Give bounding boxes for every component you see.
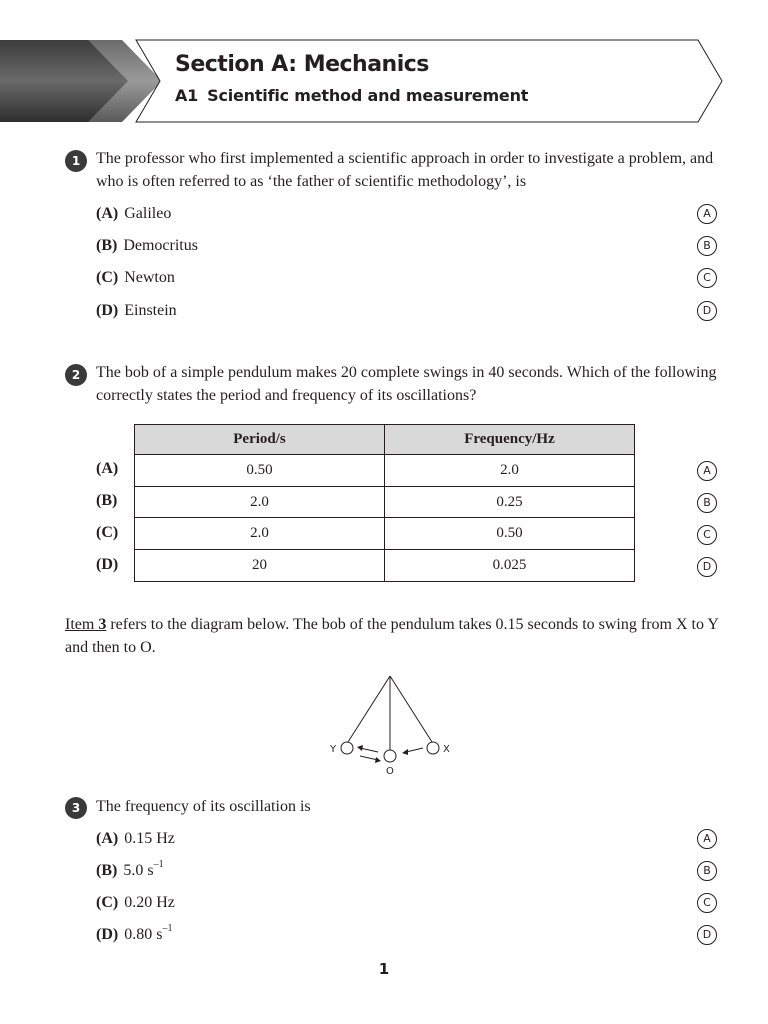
answer-bubble-b[interactable]: B — [697, 236, 717, 256]
option-text: 0.20 Hz — [124, 894, 175, 911]
answer-bubble-b[interactable]: B — [697, 493, 717, 513]
item-word: Item — [65, 616, 95, 633]
pendulum-string-y — [348, 676, 390, 742]
table-cell-period: 20 — [135, 550, 385, 582]
table-row — [135, 518, 635, 550]
option-letter: (D) — [96, 926, 119, 943]
option-text: Democritus — [123, 237, 198, 254]
option-c — [96, 893, 175, 913]
answer-bubble-d[interactable]: D — [697, 925, 717, 945]
question-number-badge: 3 — [65, 797, 87, 819]
bob-x — [427, 742, 439, 754]
item-number: 3 — [98, 616, 107, 633]
option-c — [96, 268, 175, 288]
answer-bubble-a[interactable]: A — [697, 204, 717, 224]
answer-bubble-c[interactable]: C — [697, 893, 717, 913]
answer-bubble-c[interactable]: C — [697, 525, 717, 545]
section-banner — [0, 38, 768, 124]
arrowhead-2 — [357, 745, 363, 751]
option-d — [96, 301, 177, 321]
option-letter: (C) — [96, 894, 119, 911]
option-letter: (A) — [96, 205, 119, 222]
option-text: 0.15 Hz — [124, 830, 175, 847]
subsection-code: A1 — [175, 86, 199, 105]
table-cell-frequency: 0.025 — [385, 550, 635, 582]
row-label-a: (A) — [96, 460, 119, 477]
option-a — [96, 204, 171, 224]
option-text: 5.0 s — [123, 862, 154, 879]
answer-bubble-a[interactable]: A — [697, 461, 717, 481]
option-superscript: –1 — [153, 858, 164, 870]
item-intro — [65, 614, 725, 659]
option-b — [96, 236, 198, 256]
question-stem: The frequency of its oscillation is — [96, 798, 311, 815]
question-number-badge: 1 — [65, 150, 87, 172]
option-letter: (A) — [96, 830, 119, 847]
section-title: Section A: Mechanics — [175, 52, 429, 77]
answer-bubble-c[interactable]: C — [697, 268, 717, 288]
table-header-frequency: Frequency/Hz — [385, 425, 635, 455]
table-header-period: Period/s — [135, 425, 385, 455]
option-letter: (B) — [96, 862, 118, 879]
table-cell-period: 0.50 — [135, 455, 385, 487]
table-cell-period: 2.0 — [135, 486, 385, 518]
pendulum-diagram — [320, 668, 470, 780]
question-number-badge: 2 — [65, 364, 87, 386]
table-header-row — [135, 425, 635, 455]
subsection-title: Scientific method and measurement — [207, 86, 529, 105]
diagram-label-x: X — [443, 744, 450, 755]
pendulum-string-x — [390, 676, 432, 742]
table-row — [135, 486, 635, 518]
table-cell-frequency: 0.50 — [385, 518, 635, 550]
option-d — [96, 922, 173, 945]
option-text: 0.80 s — [124, 926, 163, 943]
arrow-y-to-o — [360, 756, 378, 760]
option-text: Galileo — [124, 205, 172, 222]
answer-bubble-a[interactable]: A — [697, 829, 717, 849]
option-b — [96, 858, 164, 881]
arrow-to-y — [360, 748, 378, 752]
option-letter: (B) — [96, 237, 118, 254]
item-reference — [65, 616, 106, 633]
row-label-b: (B) — [96, 492, 118, 509]
row-label-c: (C) — [96, 524, 119, 541]
item-intro-text: refers to the diagram below. The bob of the pendulum takes 0.15 seconds to swing from X to Y and then to O. — [65, 616, 719, 656]
answer-bubble-d[interactable]: D — [697, 301, 717, 321]
option-text: Newton — [124, 269, 175, 286]
option-letter: (C) — [96, 269, 119, 286]
diagram-label-o: O — [386, 766, 394, 777]
answer-bubble-b[interactable]: B — [697, 861, 717, 881]
arrow-x-to-y — [406, 748, 423, 752]
banner-shape — [0, 38, 768, 124]
question-stem: The professor who first implemented a scientific approach in order to investigate a problem, and who is often referred to as ‘the father of scientific methodology’, is — [96, 150, 714, 190]
table-cell-period: 2.0 — [135, 518, 385, 550]
table-row — [135, 550, 635, 582]
arrowhead-3 — [375, 757, 381, 763]
option-text: Einstein — [124, 302, 177, 319]
period-frequency-table — [134, 424, 635, 582]
bob-o — [384, 750, 396, 762]
arrowhead-1 — [402, 749, 408, 755]
table-row — [135, 455, 635, 487]
table-cell-frequency: 0.25 — [385, 486, 635, 518]
table-cell-frequency: 2.0 — [385, 455, 635, 487]
question-stem: The bob of a simple pendulum makes 20 complete swings in 40 seconds. Which of the following correctly states the period and frequency of its oscillations? — [96, 364, 717, 404]
option-a — [96, 829, 175, 849]
bob-y — [341, 742, 353, 754]
section-subtitle — [175, 86, 528, 105]
diagram-label-y: Y — [330, 744, 337, 755]
answer-bubble-d[interactable]: D — [697, 557, 717, 577]
row-label-d: (D) — [96, 556, 119, 573]
option-superscript: –1 — [162, 922, 173, 934]
page-number: 1 — [378, 960, 390, 978]
option-letter: (D) — [96, 302, 119, 319]
